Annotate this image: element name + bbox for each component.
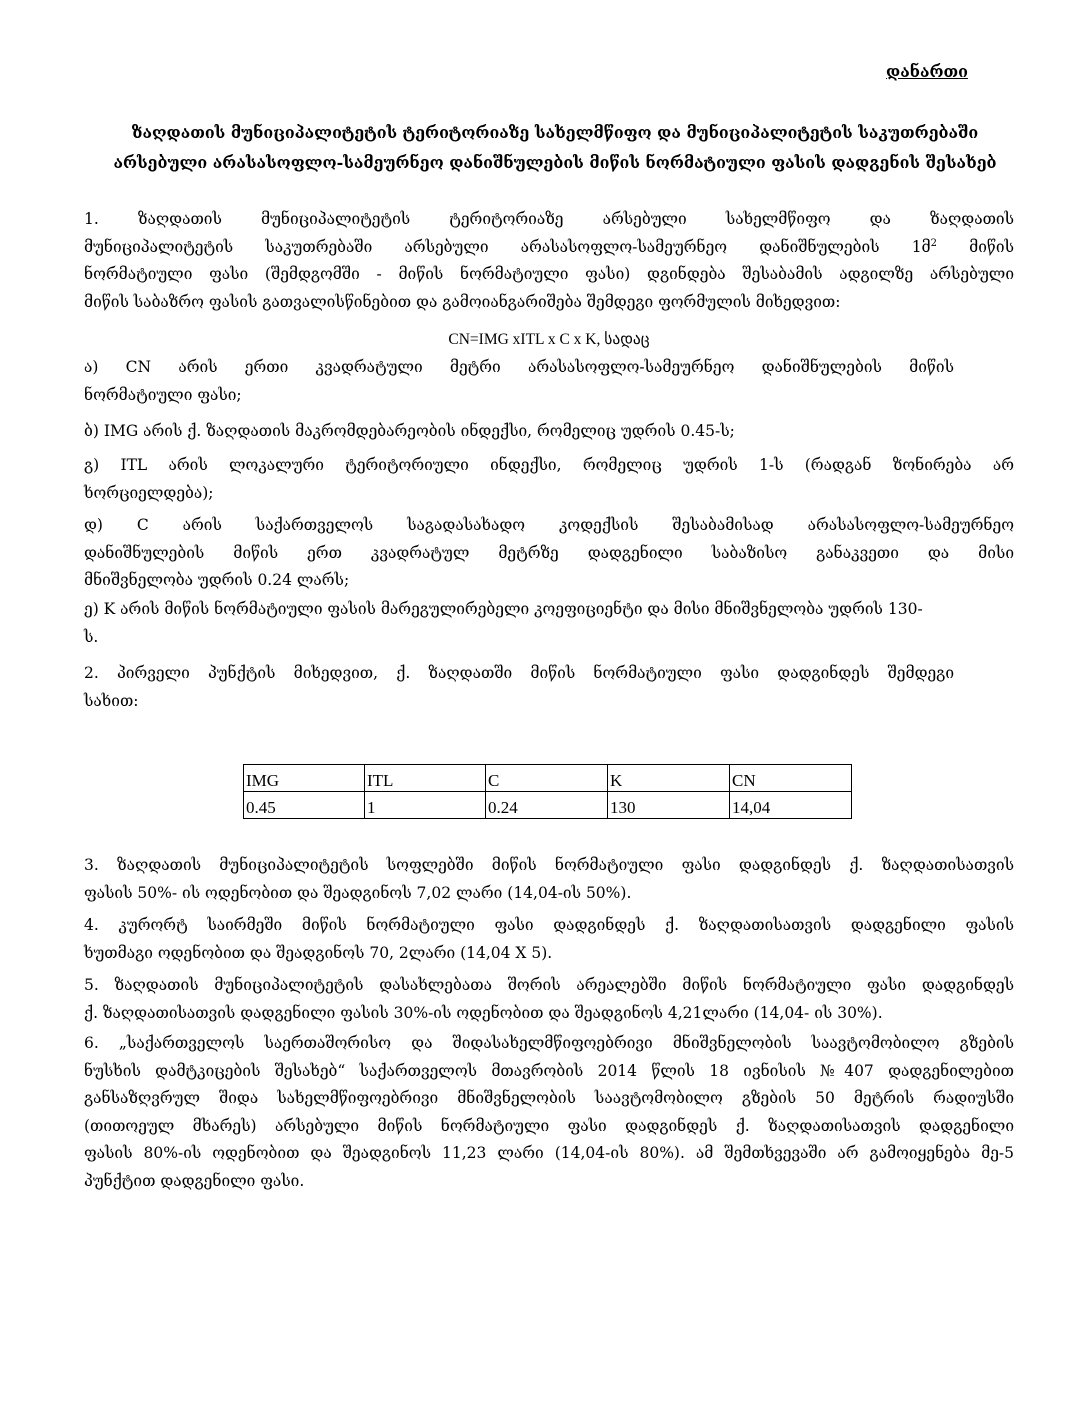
table-cell: 130 (608, 792, 730, 819)
paragraph-3-line-1: 3. ზაღდათის მუნიციპალიტეტის სოფლებში მიწის ნორმატიული ფასი დადგინდეს ქ. ზაღდათისათვის (84, 856, 1014, 874)
paragraph-2-line-1: 2. პირველი პუნქტის მიხედვით, ქ. ზაღდათში მიწის ნორმატიული ფასი დადგინდეს შემდეგი (84, 664, 954, 682)
paragraph-6-line-3: განსაზღვრულ შიდა სახელმწიფოებრივი მნიშვნელობის საავტომობილო გზების 50 მეტრის რადიუსში (84, 1089, 1014, 1107)
paragraph-2-line-2: სახით: (84, 691, 139, 710)
item-g-line-1: გ) ITL არის ლოკალური ტერიტორიული ინდექსი, რომელიც უდრის 1-ს (რადგან ზონირება არ (84, 456, 1014, 474)
annex-label: დანართი (886, 62, 968, 81)
document-title (90, 118, 1020, 178)
item-g-line-2: ხორციელდება); (84, 483, 214, 502)
item-d-line-2: დანიშნულების მიწის ერთ კვადრატულ მეტრზე დადგენილი საბაზისო განაკვეთი და მისი (84, 543, 1014, 562)
square-superscript: 2 (930, 237, 938, 249)
paragraph-4 (84, 912, 1014, 967)
title-line-2: არსებული არასასოფლო-სამეურნეო დანიშნულების მიწის ნორმატიული ფასის დადგენის შესახებ (113, 153, 997, 172)
paragraph-3-line-2: ფასის 50%- ის ოდენობით და შეადგინოს 7,02 ლარი (14,04-ის 50%). (84, 883, 632, 902)
table-row (244, 792, 852, 819)
paragraph-1-line-4: მიწის საბაზრო ფასის გათვალისწინებით და გამოიანგარიშება შემდეგი ფორმულის მიხედვით: (84, 292, 841, 311)
item-b (84, 418, 1014, 446)
item-b-line-1: ბ) IMG არის ქ. ზაღდათის მაკრომდებარეობის ინდექსი, რომელიც უდრის 0.45-ს; (84, 422, 735, 440)
table-cell: 0.24 (486, 792, 608, 819)
paragraph-6 (84, 1030, 1014, 1195)
paragraph-4-line-1: 4. კურორტ საირმეში მიწის ნორმატიული ფასი დადგინდეს ქ. ზაღდათისათვის დადგენილი ფასის (84, 916, 1014, 934)
paragraph-1-line-2a: მუნიციპალიტეტის საკუთრებაში არსებული არასასოფლო-სამეურნეო დანიშნულების 1მ (84, 237, 931, 256)
item-a-line-2: ნორმატიული ფასი; (84, 385, 242, 404)
paragraph-5-line-2: ქ. ზაღდათისათვის დადგენილი ფასის 30%-ის ოდენობით და შეადგინოს 4,21ლარი (14,04- ის 30%). (84, 1003, 883, 1022)
item-e-line-2: ს. (84, 627, 99, 646)
paragraph-6-line-5: ფასის 80%-ის ოდენობით და შეადგინოს 11,23 ლარი (14,04-ის 80%). ამ შემთხვევაში არ გამოიყენება მე-5 (84, 1144, 1014, 1162)
table-header-cell: C (486, 765, 608, 792)
item-e (84, 596, 1014, 651)
paragraph-1-line-2 (84, 234, 1014, 262)
paragraph-6-line-4: (თითოეულ მხარეს) არსებული მიწის ნორმატიული ფასი დადგინდეს ქ. ზაღდათისათვის დადგენილი (84, 1116, 1014, 1135)
table-header-cell: CN (730, 765, 852, 792)
paragraph-4-line-2: ხუთმაგი ოდენობით და შეადგინოს 70, 2ლარი (14,04 X 5). (84, 943, 553, 962)
paragraph-1-line-3: ნორმატიული ფასი (შემდგომში - მიწის ნორმატიული ფასი) დგინდება შესაბამის ადგილზე არსებული (84, 265, 1014, 283)
paragraph-2 (84, 660, 1014, 715)
paragraph-5 (84, 972, 1014, 1027)
item-d-line-3: მნიშვნელობა უდრის 0.24 ლარს; (84, 571, 350, 589)
item-d-line-1: დ) C არის საქართველოს საგადასახადო კოდექსის შესაბამისად არასასოფლო-სამეურნეო (84, 516, 1014, 534)
table-cell: 1 (365, 792, 486, 819)
formula: CN=IMG xITL x C x K, სადაც (448, 331, 650, 348)
item-a (84, 354, 1014, 409)
paragraph-5-line-1: 5. ზაღდათის მუნიციპალიტეტის დასახლებათა შორის არეალებში მიწის ნორმატიული ფასი დადგინდეს (84, 976, 1014, 994)
item-d (84, 512, 1014, 595)
values-table (243, 764, 852, 819)
paragraph-6-line-1: 6. „საქართველოს საერთაშორისო და შიდასახელმწიფოებრივი მნიშვნელობის საავტომობილო გზების (84, 1034, 1014, 1052)
table-header-row (244, 765, 852, 792)
paragraph-3 (84, 852, 1014, 907)
table-header-cell: ITL (365, 765, 486, 792)
title-line-1: ზაღდათის მუნიციპალიტეტის ტერიტორიაზე სახელმწიფო და მუნიციპალიტეტის საკუთრებაში (131, 123, 979, 142)
item-a-line-1: ა) CN არის ერთი კვადრატული მეტრი არასასოფლო-სამეურნეო დანიშნულების მიწის (84, 358, 954, 376)
table-header-cell: K (608, 765, 730, 792)
paragraph-1-line-1: 1. ზაღდათის მუნიციპალიტეტის ტერიტორიაზე არსებული სახელმწიფო და ზაღდათის (84, 210, 1014, 228)
paragraph-6-line-6: პუნქტით დადგენილი ფასი. (84, 1171, 305, 1190)
table-cell: 0.45 (244, 792, 365, 819)
item-e-line-1: ე) K არის მიწის ნორმატიული ფასის მარეგულირებელი კოეფიციენტი და მისი მნიშვნელობა უდრის 130- (84, 600, 923, 618)
item-g (84, 452, 1014, 507)
paragraph-1 (84, 206, 1014, 316)
table-cell: 14,04 (730, 792, 852, 819)
table-header-cell: IMG (244, 765, 365, 792)
paragraph-6-line-2: ნუსხის დამტკიცების შესახებ“ საქართველოს მთავრობის 2014 წლის 18 ივნისის №407 დადგენილებით (84, 1061, 1014, 1080)
paragraph-1-line-2b: მიწის (937, 237, 1015, 256)
